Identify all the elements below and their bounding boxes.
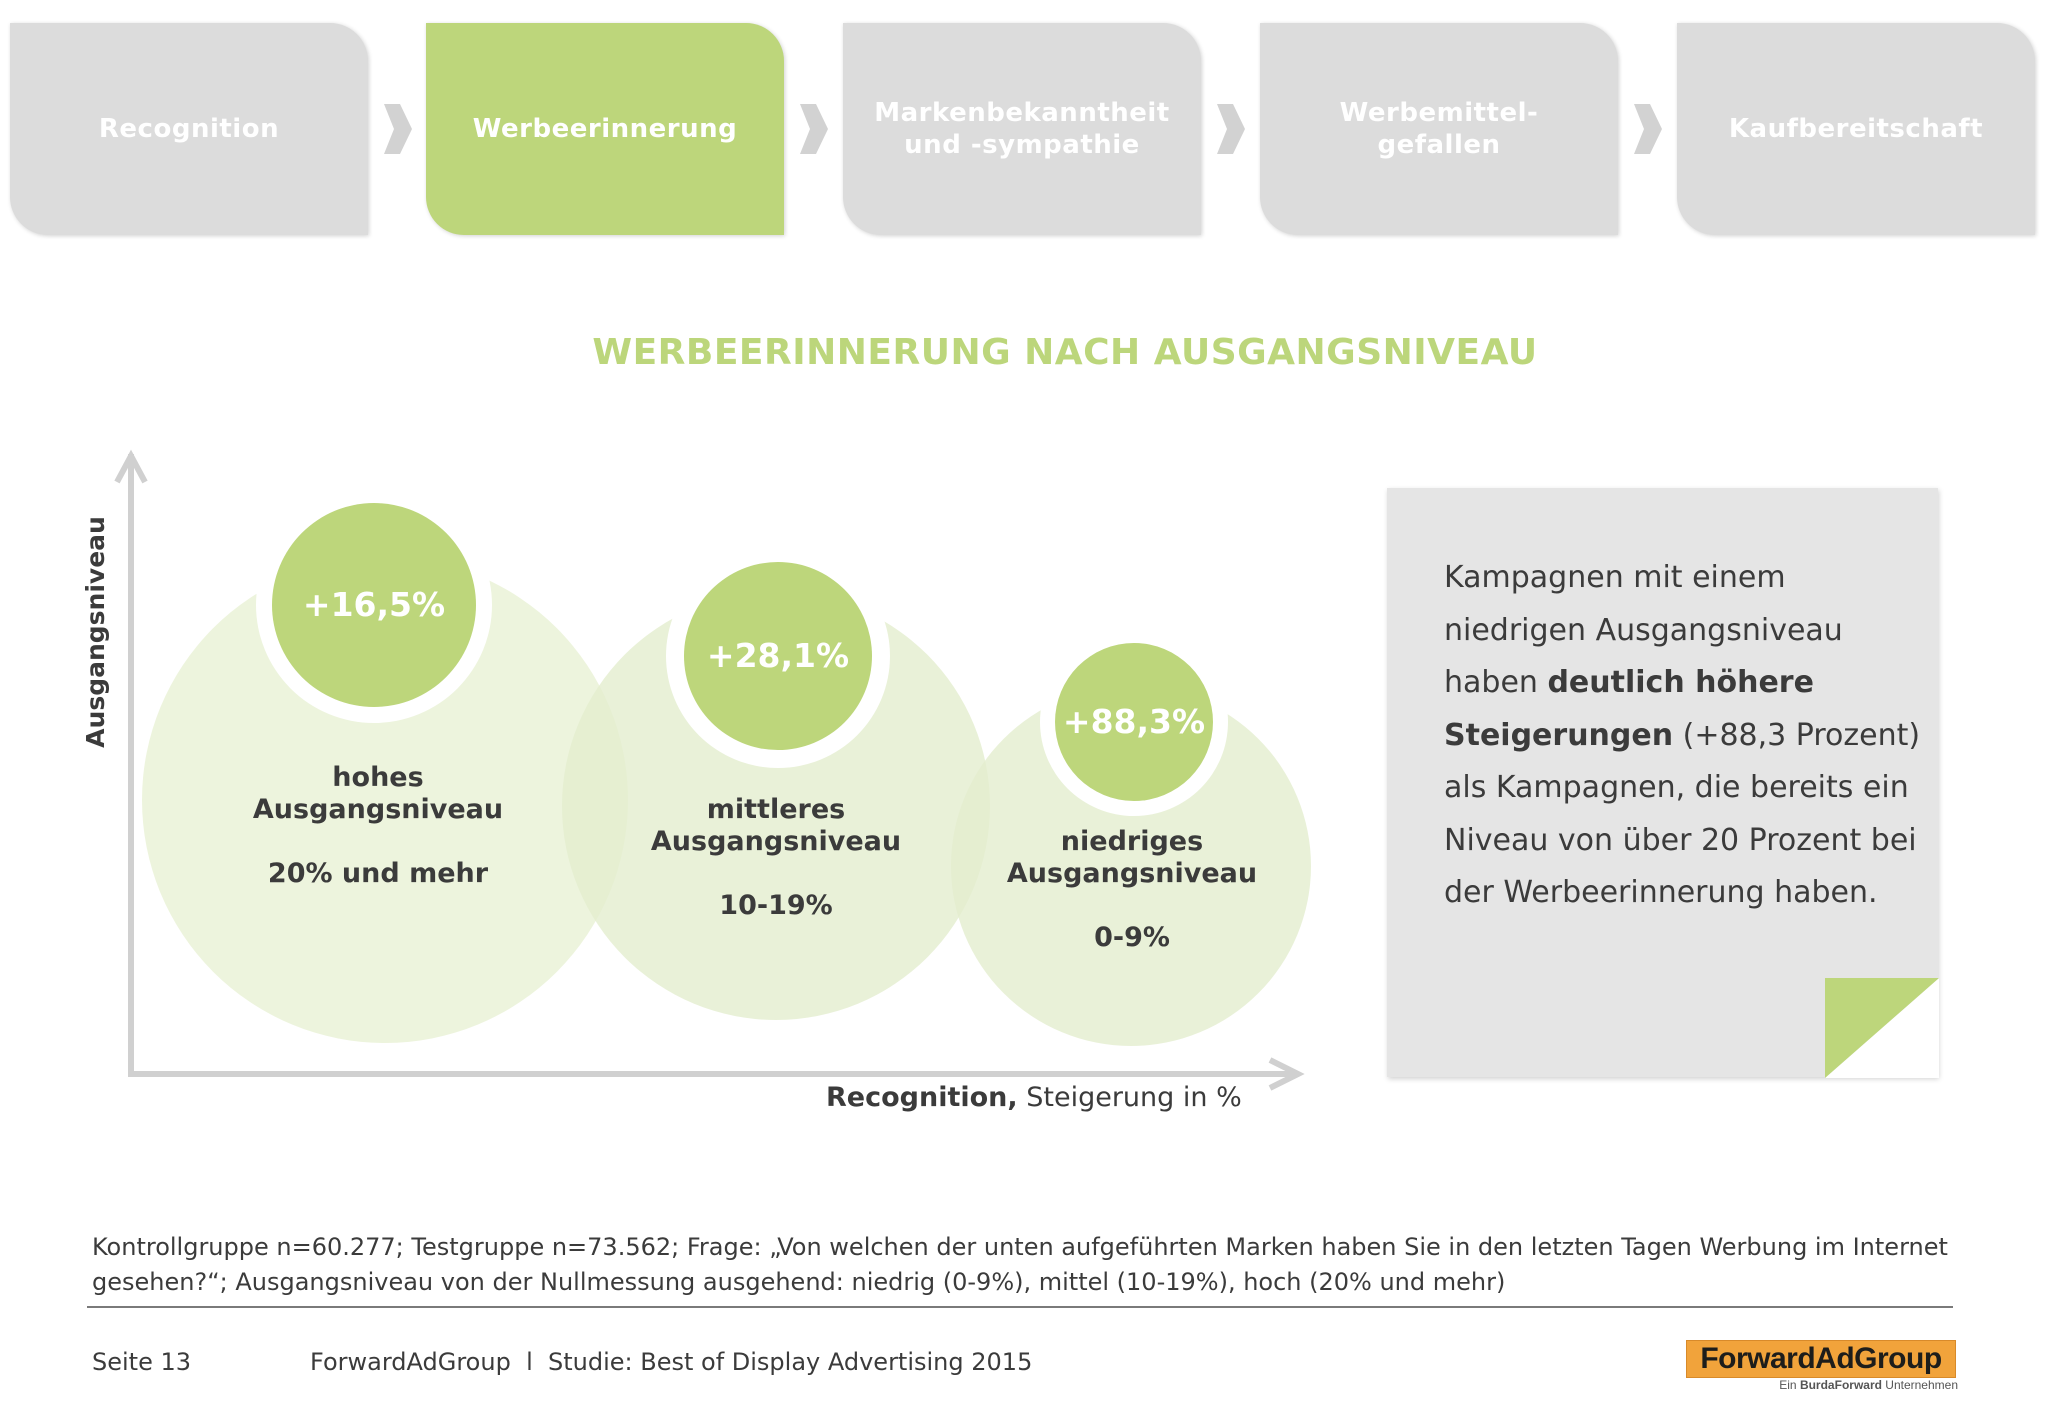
step-werbeerinnerung: Werbeerinnerung xyxy=(426,23,784,235)
chart-title: WERBEERINNERUNG NACH AUSGANGSNIVEAU xyxy=(592,332,1538,373)
bubble-label-low-line2: Ausgangsniveau xyxy=(1006,858,1258,889)
bubble-label-high-range: 20% und mehr xyxy=(267,858,489,889)
chevron-right-icon xyxy=(1634,104,1662,154)
footnote: Kontrollgruppe n=60.277; Testgruppe n=73.562; Frage: „Von welchen der unten aufgeführten Marken haben Sie in den letzten Tagen Werbung im Internet gesehen?“; Ausgangsniveau von der Nullmessung ausgehend: niedrig (0-9%), mittel (10-19%), hoch (20% und mehr) xyxy=(92,1233,1948,1296)
chevron-right-icon xyxy=(1217,104,1245,154)
footer-source: ForwardAdGroup l Studie: Best of Display Advertising 2015 xyxy=(310,1348,1033,1376)
note-text-bold: deutlich höhere Steigerungen xyxy=(1444,665,1814,753)
bubble-label-medium-range: 10-19% xyxy=(719,890,833,921)
footer-divider xyxy=(87,1306,1953,1308)
step-werbemittelgefallen: Werbemittel- gefallen xyxy=(1260,23,1618,235)
page-number: Seite 13 xyxy=(92,1348,192,1376)
bubble-label-low-range: 0-9% xyxy=(1094,922,1170,953)
step-kaufbereitschaft: Kaufbereitschaft xyxy=(1677,23,2035,235)
bubble-label-medium-line1: mittleres xyxy=(706,794,846,825)
note-text-after: (+88,3 Prozent) als Kampagnen, die bereits ein Niveau von über 20 Prozent bei der Werbeerinnerung haben. xyxy=(1444,717,1921,910)
chevron-right-icon xyxy=(384,104,412,154)
chevron-right-icon xyxy=(800,104,828,154)
forwardadgroup-logo: ForwardAdGroup xyxy=(1686,1340,1956,1378)
pct-label-medium: +28,1% xyxy=(706,636,850,675)
bubble-label-low xyxy=(972,826,1292,954)
bubble-label-medium-line2: Ausgangsniveau xyxy=(650,826,902,857)
bubble-label-low-line1: niedriges xyxy=(1060,826,1204,857)
step-markenbekanntheit: Markenbekanntheit und -sympathie xyxy=(843,23,1201,235)
bubble-chart xyxy=(0,430,1330,1130)
note-text-before: Kampagnen mit einem niedrigen Ausgangsniveau haben xyxy=(1444,560,1843,700)
step-recognition: Recognition xyxy=(10,23,368,235)
bubble-label-high-line1: hohes xyxy=(332,762,424,793)
note-text xyxy=(1444,552,1934,920)
pct-label-low: +88,3% xyxy=(1062,702,1206,741)
x-axis-label-bold: Recognition, xyxy=(826,1082,1018,1113)
pct-label-high: +16,5% xyxy=(302,585,446,624)
x-axis-label xyxy=(826,1082,1242,1113)
bubble-label-medium xyxy=(616,794,936,922)
note-corner-fold xyxy=(1825,978,1939,1078)
logo-sub-prefix: Ein xyxy=(1779,1378,1800,1392)
x-axis-label-rest: Steigerung in % xyxy=(1017,1082,1242,1113)
logo-subline xyxy=(1770,1378,1958,1392)
y-axis-label: Ausgangsniveau xyxy=(81,516,110,748)
bubble-label-high-line2: Ausgangsniveau xyxy=(252,794,504,825)
logo-sub-suffix: Unternehmen xyxy=(1881,1378,1958,1392)
bubble-label-high xyxy=(218,762,538,890)
logo-sub-bold: BurdaForward xyxy=(1799,1378,1882,1392)
